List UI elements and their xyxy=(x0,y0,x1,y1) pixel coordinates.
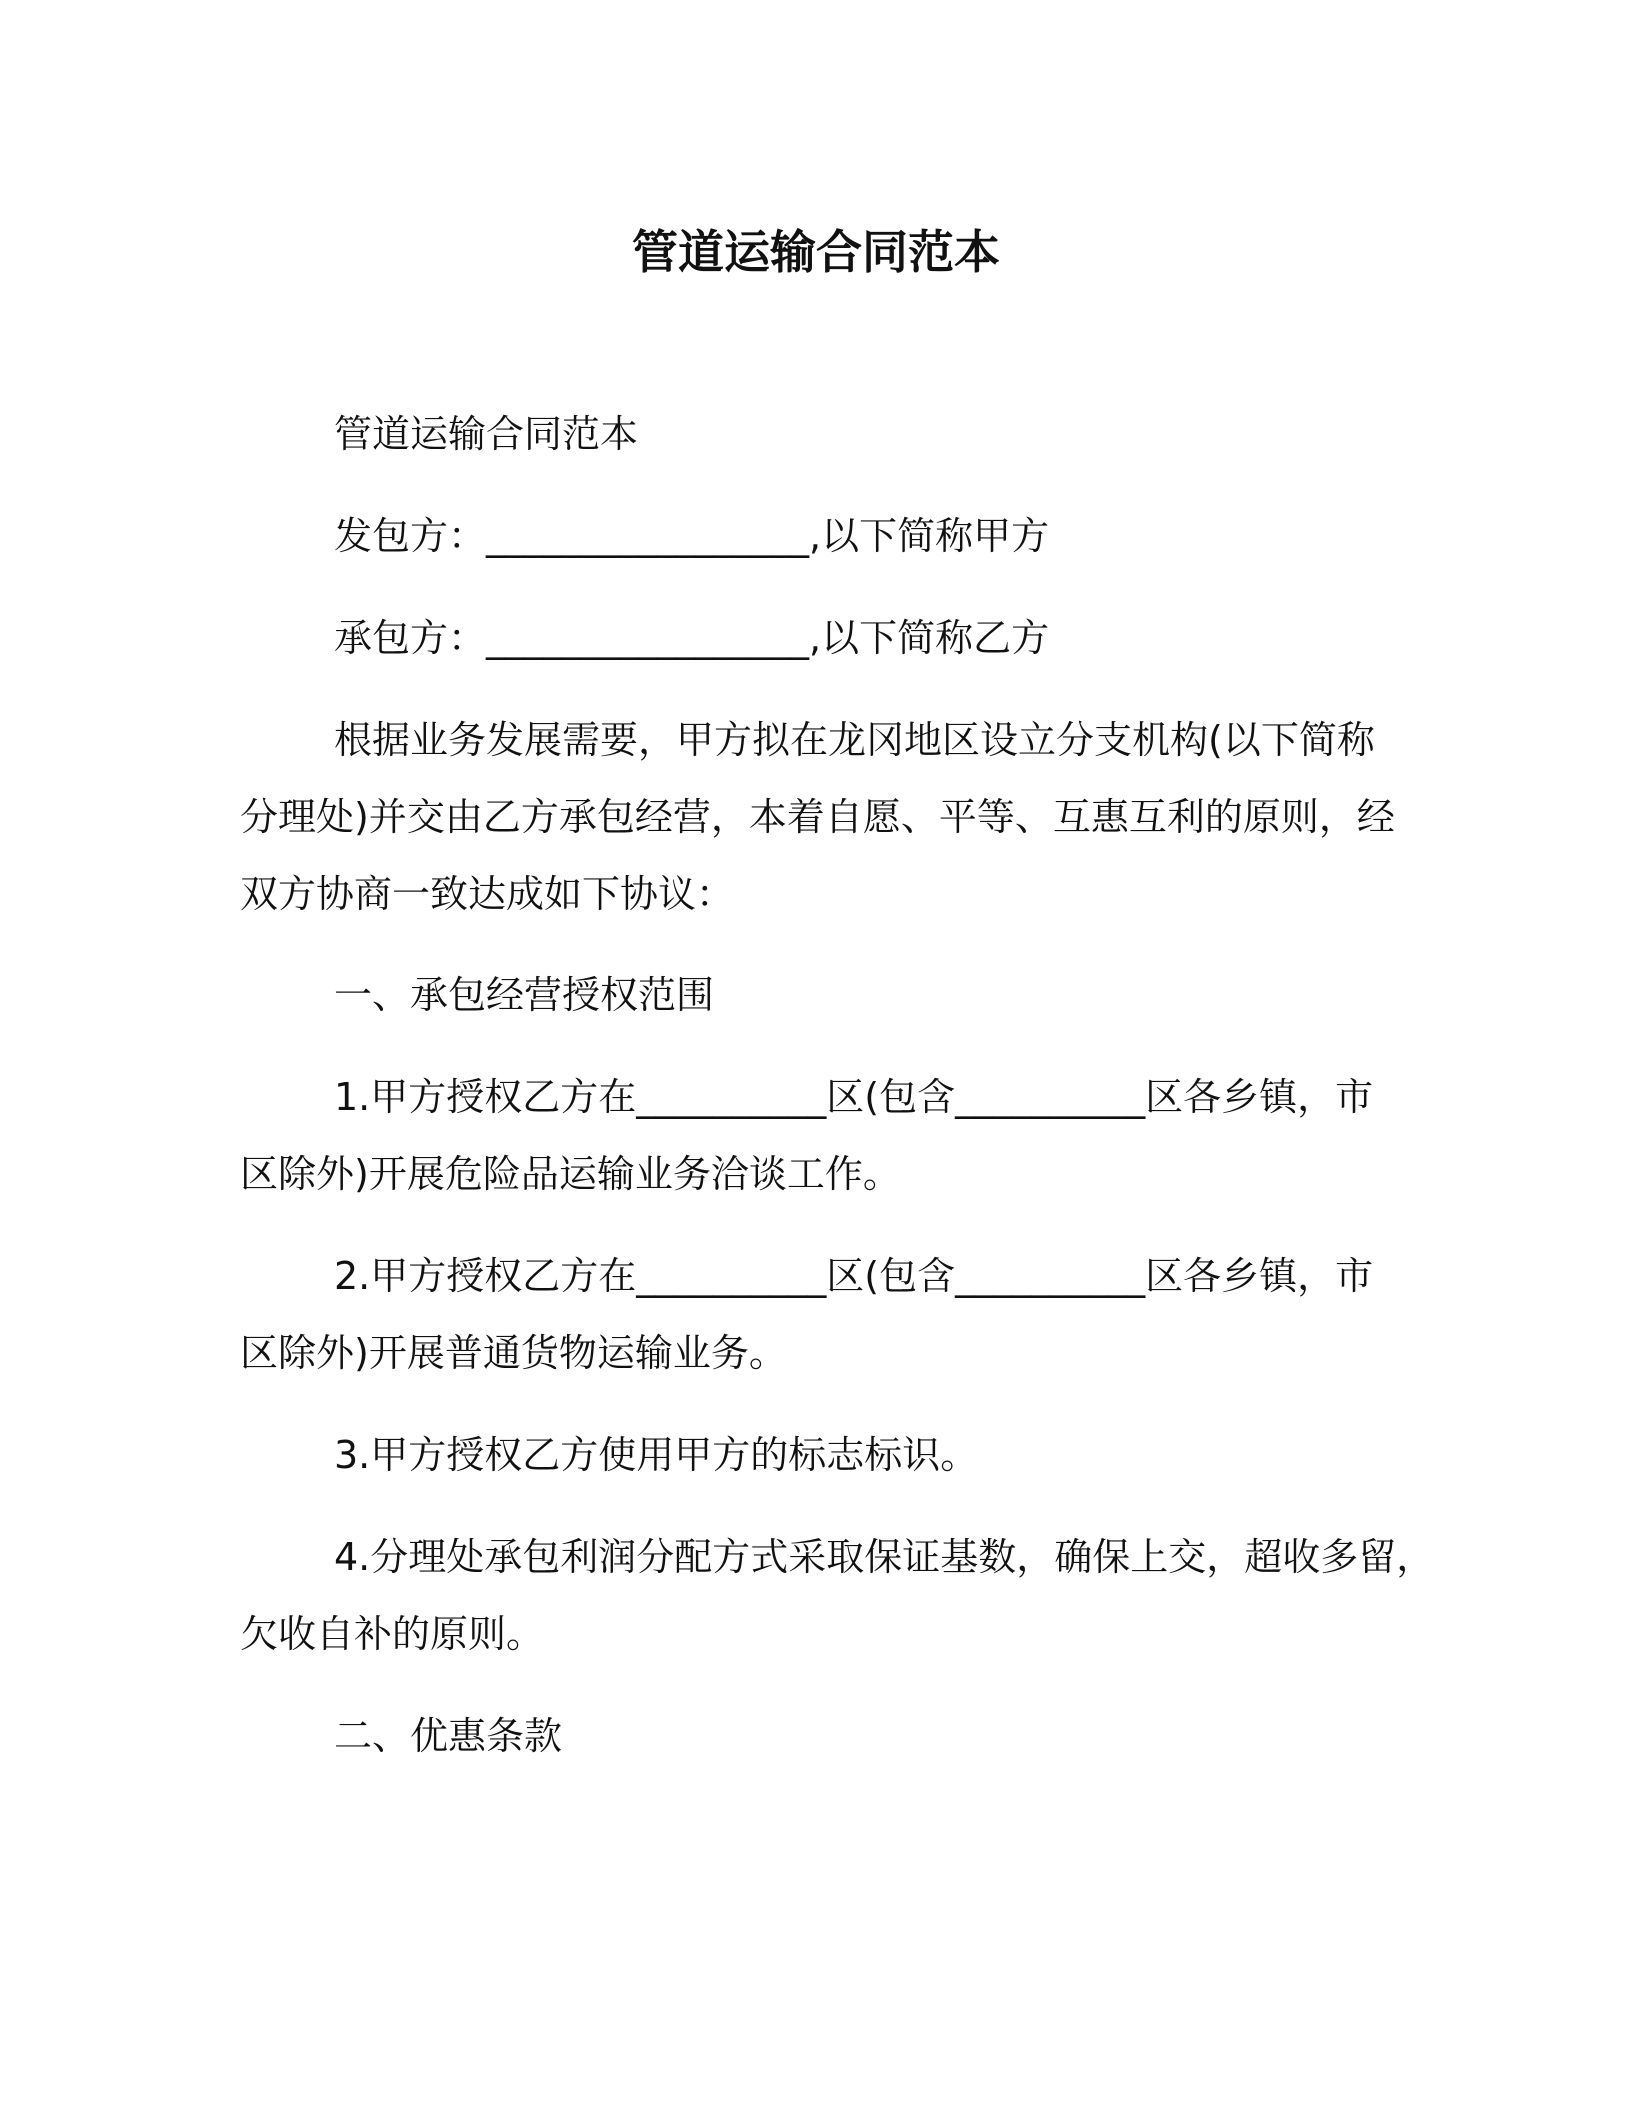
clause-3 xyxy=(240,1417,1400,1494)
paragraph-line: 区除外)开展普通货物运输业务。 xyxy=(240,1331,787,1375)
paragraph-line: 根据业务发展需要，甲方拟在龙冈地区设立分支机构(以下简称 xyxy=(334,718,1375,762)
section-heading-2 xyxy=(240,1698,1400,1775)
paragraph-line: 2.甲方授权乙方在__________区(包含__________区各乡镇，市 xyxy=(334,1254,1374,1298)
paragraph-line: 区除外)开展危险品运输业务洽谈工作。 xyxy=(240,1152,901,1196)
paragraph-line: 双方协商一致达成如下协议： xyxy=(240,872,735,916)
clause-1 xyxy=(240,1059,1400,1213)
paragraph-contractor xyxy=(240,600,1400,677)
paragraph-preamble xyxy=(240,702,1400,933)
paragraph-line: 一、承包经营授权范围 xyxy=(334,973,715,1017)
paragraph-line: 1.甲方授权乙方在__________区(包含__________区各乡镇，市 xyxy=(334,1075,1374,1119)
paragraph-line: 管道运输合同范本 xyxy=(334,412,639,456)
paragraph-line: 4.分理处承包利润分配方式采取保证基数，确保上交，超收多留， xyxy=(334,1535,1435,1579)
paragraph-subtitle xyxy=(240,396,1400,473)
paragraph-line: 分理处)并交由乙方承包经营，本着自愿、平等、互惠互利的原则，经 xyxy=(240,795,1395,839)
paragraph-line: 3.甲方授权乙方使用甲方的标志标识。 xyxy=(334,1433,979,1477)
clause-2 xyxy=(240,1238,1400,1392)
document-title: 管道运输合同范本 xyxy=(632,225,1000,279)
paragraph-line: 欠收自补的原则。 xyxy=(240,1612,545,1656)
section-heading-1 xyxy=(240,957,1400,1034)
paragraph-employer xyxy=(240,498,1400,575)
paragraph-line: 二、优惠条款 xyxy=(334,1714,563,1758)
paragraph-line: 承包方：_________________,以下简称乙方 xyxy=(334,616,1050,660)
paragraph-line: 发包方：_________________,以下简称甲方 xyxy=(334,514,1050,558)
clause-4 xyxy=(240,1519,1435,1673)
